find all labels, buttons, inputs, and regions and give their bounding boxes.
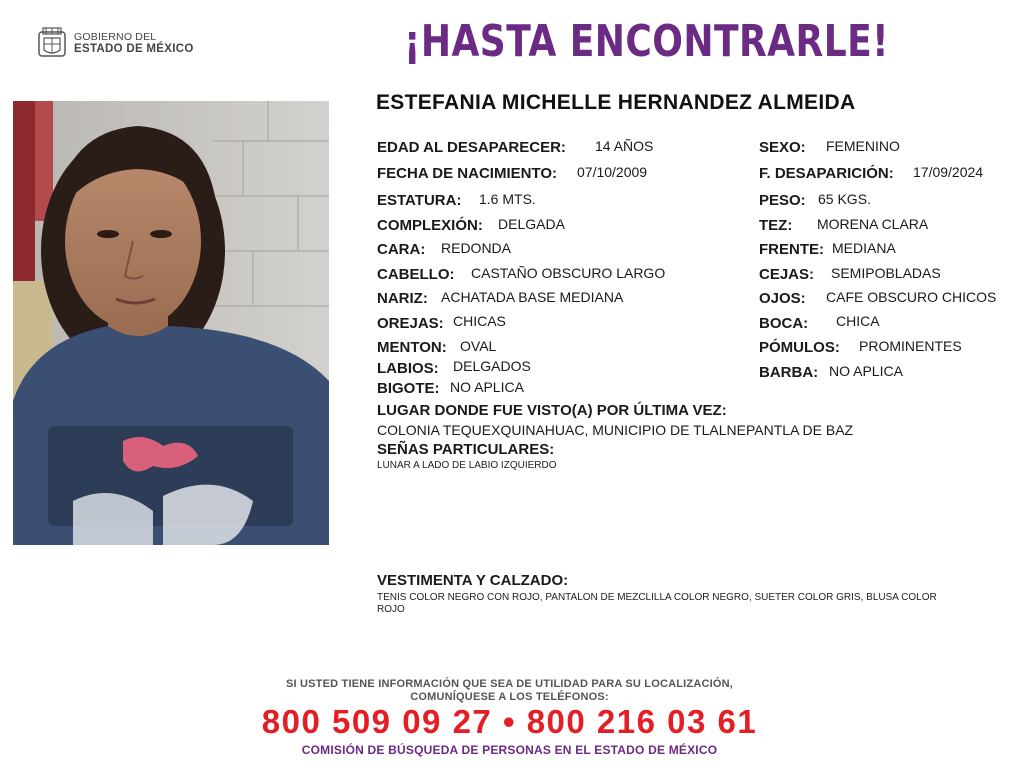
field-value: 65 KGS.: [818, 191, 871, 207]
field-label: ESTATURA:: [377, 192, 462, 209]
field-label: NARIZ:: [377, 290, 428, 307]
commission-name: COMISIÓN DE BÚSQUEDA DE PERSONAS EN EL ESTADO DE MÉXICO: [301, 743, 718, 757]
field-value: 14 AÑOS: [595, 138, 654, 154]
field-menton: [377, 339, 447, 356]
vestimenta-label: VESTIMENTA Y CALZADO:: [377, 572, 569, 589]
headline: ¡HASTA ENCONTRARLE!: [404, 16, 890, 67]
field-value: DELGADA: [498, 216, 565, 232]
phone-separator: •: [502, 703, 517, 740]
field-barba: [759, 364, 818, 381]
field-value: MEDIANA: [832, 240, 896, 256]
field-label: MENTON:: [377, 339, 447, 356]
field-value: DELGADOS: [453, 358, 531, 374]
footer-note-1: SI USTED TIENE INFORMACIÓN QUE SEA DE UTILIDAD PARA SU LOCALIZACIÓN,: [285, 678, 734, 690]
field-value: SEMIPOBLADAS: [831, 265, 941, 281]
field-value: CHICAS: [453, 313, 506, 329]
field-label: OJOS:: [759, 290, 806, 307]
field-value: NO APLICA: [450, 379, 524, 395]
field-value: 07/10/2009: [577, 164, 648, 180]
senas-section: [377, 441, 554, 458]
field-value: CASTAÑO OBSCURO LARGO: [471, 265, 666, 281]
field-label: FECHA DE NACIMIENTO:: [377, 165, 557, 182]
field-edad: [377, 139, 566, 156]
field-nacimiento: [377, 165, 557, 182]
lugar-value: COLONIA TEQUEXQUINAHUAC, MUNICIPIO DE TLALNEPANTLA DE BAZ: [377, 422, 854, 438]
field-label: F. DESAPARICIÓN:: [759, 165, 894, 182]
field-pomulos: [759, 339, 840, 356]
field-cejas: [759, 266, 814, 283]
field-complexion: [377, 217, 483, 234]
field-label: BIGOTE:: [377, 380, 440, 397]
government-logo: [36, 26, 194, 60]
field-value: MORENA CLARA: [817, 216, 929, 232]
lugar-section: [377, 402, 727, 419]
field-boca: [759, 315, 808, 332]
field-label: TEZ:: [759, 217, 793, 234]
field-label: BARBA:: [759, 364, 819, 381]
field-cabello: [377, 266, 455, 283]
field-frente: [759, 241, 824, 258]
field-label: COMPLEXIÓN:: [377, 217, 483, 234]
missing-person-photo: [13, 101, 329, 545]
field-estatura: [377, 192, 461, 209]
senas-value: LUNAR A LADO DE LABIO IZQUIERDO: [377, 460, 557, 471]
vestimenta-line-2: ROJO: [377, 604, 405, 615]
field-value: REDONDA: [441, 240, 512, 256]
field-label: LABIOS:: [377, 360, 439, 377]
coat-of-arms-icon: [36, 26, 68, 60]
field-ojos: [759, 290, 806, 307]
field-value: CAFE OBSCURO CHICOS: [826, 289, 997, 305]
field-labios: [377, 360, 439, 377]
field-label: CARA:: [377, 241, 426, 258]
logo-line-1: GOBIERNO DEL: [74, 31, 157, 43]
field-label: OREJAS:: [377, 315, 444, 332]
field-label: SEXO:: [759, 139, 806, 156]
senas-label: SEÑAS PARTICULARES:: [377, 441, 555, 458]
phone-1[interactable]: 800 509 09 27: [261, 703, 493, 740]
field-nariz: [377, 290, 428, 307]
lugar-label: LUGAR DONDE FUE VISTO(A) POR ÚLTIMA VEZ:: [377, 402, 727, 419]
field-value: 17/09/2024: [913, 164, 984, 180]
field-label: BOCA:: [759, 315, 809, 332]
field-label: CEJAS:: [759, 266, 815, 283]
vestimenta-line-1: TENIS COLOR NEGRO CON ROJO, PANTALON DE MEZCLILLA COLOR NEGRO, SUETER COLOR GRIS, BLUSA COLOR: [377, 592, 937, 603]
field-label: PESO:: [759, 192, 806, 209]
field-label: FRENTE:: [759, 241, 824, 258]
field-value: NO APLICA: [829, 363, 903, 379]
field-tez: [759, 217, 792, 234]
field-label: PÓMULOS:: [759, 339, 840, 356]
footer-note-2: COMUNÍQUESE A LOS TELÉFONOS:: [410, 691, 609, 703]
field-value: PROMINENTES: [859, 338, 962, 354]
field-label: EDAD AL DESAPARECER:: [377, 139, 566, 156]
field-cara: [377, 241, 425, 258]
vestimenta-section: [377, 572, 568, 589]
field-peso: [759, 192, 806, 209]
field-value: ACHATADA BASE MEDIANA: [441, 289, 624, 305]
field-value: 1.6 MTS.: [479, 191, 536, 207]
field-desaparicion: [759, 165, 894, 182]
field-orejas: [377, 315, 444, 332]
field-bigote: [377, 380, 440, 397]
field-value: FEMENINO: [826, 138, 900, 154]
phone-numbers: [0, 703, 1019, 741]
person-name: ESTEFANIA MICHELLE HERNANDEZ ALMEIDA: [376, 91, 856, 114]
logo-line-2: ESTADO DE MÉXICO: [74, 43, 194, 55]
field-value: OVAL: [460, 338, 497, 354]
field-sexo: [759, 139, 806, 156]
phone-2[interactable]: 800 216 03 61: [526, 703, 758, 740]
field-label: CABELLO:: [377, 266, 455, 283]
field-value: CHICA: [836, 313, 880, 329]
